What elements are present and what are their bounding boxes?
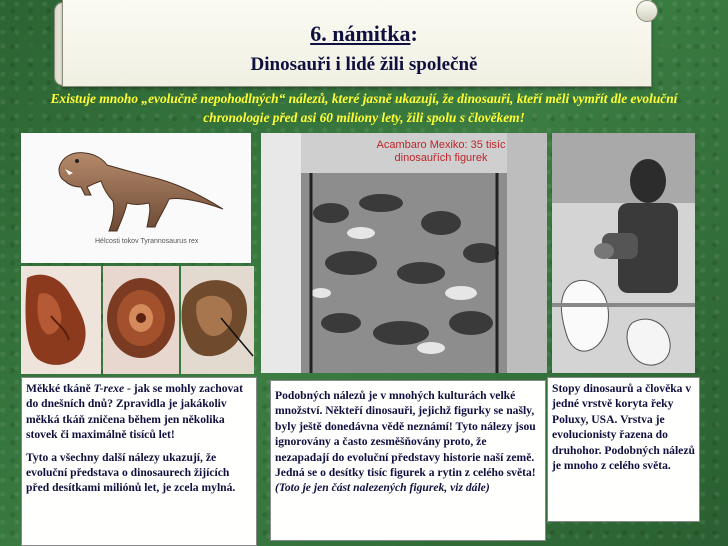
- soft-tissue-photo-2: [103, 266, 179, 374]
- scroll-curl-right: [636, 0, 658, 22]
- acambaro-figurines-photo: [261, 133, 547, 373]
- title-text: 6. námitka: [310, 21, 411, 46]
- acambaro-photo-label: Acambaro Mexiko: 35 tisíc dinosauřích figurek: [376, 139, 506, 164]
- soft-tissue-text-start: Měkké tkáně: [26, 382, 94, 395]
- intro-text: Existuje mnoho „evolučně nepohodlných“ nálezů, které jasně ukazují, že dinosauři, kteří měli vymřít dle evoluční chronologie před asi 60 miliony lety, žili spolu s člověkem!: [50, 91, 678, 125]
- trex-italic-text: T-rexe: [93, 382, 125, 395]
- trex-photo-caption: Hélcosti tokov Tyrannosaurus rex: [95, 238, 199, 245]
- soft-tissue-paragraph: [26, 381, 252, 443]
- figurines-note: (Toto je jen část nalezených figurek, viz dále): [275, 481, 490, 495]
- footprints-man-image: [552, 133, 695, 373]
- slide-subtitle: Dinosauři i lidé žili společně: [250, 54, 478, 75]
- figurines-text: Podobných nálezů je v mnohých kulturách velké množství. Někteří dinosauři, jejichž figurky se našly, byly ještě donedávna vědě neznámí! Tyto nálezy jsou ignorovány a často zesměšňovány proto, že nezapadají do evoluční představy historie naší země. Jedná se o desítky tisíc figurek a rytin z celého světa!: [275, 389, 536, 480]
- soft-tissue-text-end: - jak se mohly zachovat do dnešních dnů? Zpravidla je jakákoliv měkká tkáň zničena během jen několika stovek či maximálně tisíců let!: [26, 382, 243, 442]
- title-colon: :: [410, 21, 418, 46]
- trex-model-photo: [21, 133, 251, 263]
- soft-tissue-photo-3: [181, 266, 254, 374]
- footprints-man-photo: [552, 133, 695, 373]
- soft-tissue-photo-1: [21, 266, 101, 374]
- conclusion-paragraph: Tyto a všechny další nálezy ukazují, že evoluční představa o dinosaurech žijících před desítkami miliónů let, je zcela mylná.: [26, 450, 236, 495]
- figurines-textbox: [270, 380, 546, 541]
- soft-tissue-image-3: [181, 266, 254, 374]
- acambaro-figurines-image: [261, 133, 547, 373]
- soft-tissue-image-2: [103, 266, 179, 374]
- soft-tissue-textbox: [21, 377, 257, 546]
- trex-model-image: [51, 139, 226, 239]
- footprints-textbox: [547, 377, 700, 522]
- slide-title: [0, 21, 728, 47]
- footprints-text: Stopy dinosaurů a člověka v jedné vrstvě koryta řeky Poluxy, USA. Vrstva je evolucionisty řazena do druhohor. Podobných nálezů je mnoho z celého světa.: [552, 382, 695, 473]
- soft-tissue-image-1: [21, 266, 101, 374]
